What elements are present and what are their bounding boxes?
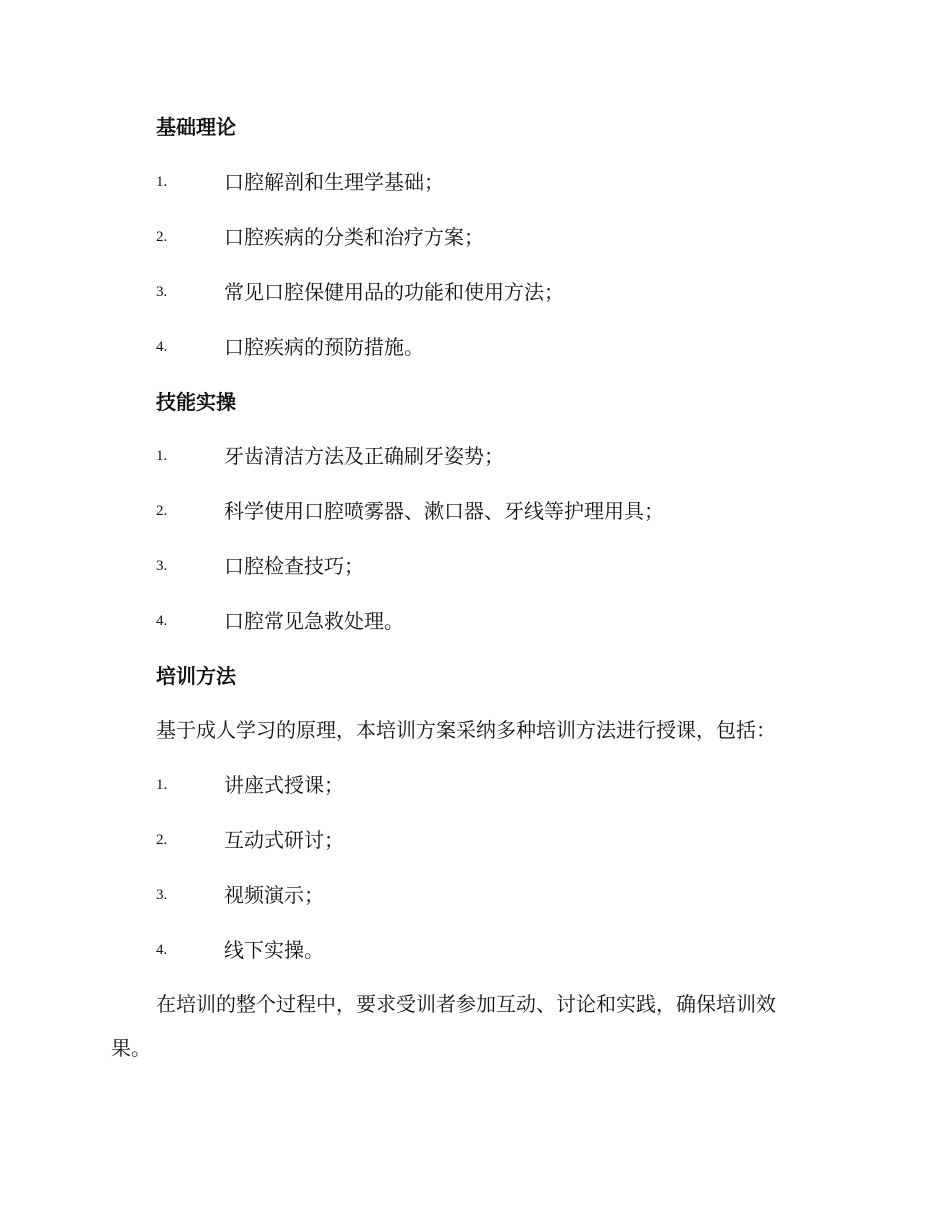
list-item-number: 3. bbox=[156, 887, 168, 903]
list-item-number: 4. bbox=[156, 339, 168, 355]
list-item-text: 口腔解剖和生理学基础； bbox=[224, 170, 444, 194]
list-item-text: 口腔疾病的分类和治疗方案； bbox=[224, 225, 484, 249]
intro-paragraph: 基于成人学习的原理，本培训方案采纳多种培训方法进行授课，包括： bbox=[156, 718, 776, 742]
list-item-number: 3. bbox=[156, 558, 168, 574]
list-item-number: 4. bbox=[156, 613, 168, 629]
list-item-number: 2. bbox=[156, 229, 168, 245]
list-item-number: 2. bbox=[156, 503, 168, 519]
list-item-number: 1. bbox=[156, 777, 168, 793]
list-item-number: 1. bbox=[156, 448, 168, 464]
list-item-number: 1. bbox=[156, 174, 168, 190]
closing-paragraph-line-2: 果。 bbox=[111, 1036, 151, 1060]
list-item-number: 3. bbox=[156, 284, 168, 300]
list-item-text: 口腔常见急救处理。 bbox=[224, 609, 404, 633]
list-item-text: 科学使用口腔喷雾器、漱口器、牙线等护理用具； bbox=[224, 499, 664, 523]
list-item-text: 互动式研讨； bbox=[224, 828, 344, 852]
list-item-text: 常见口腔保健用品的功能和使用方法； bbox=[224, 280, 564, 304]
section-heading-skills-practice: 技能实操 bbox=[156, 390, 236, 414]
list-item-text: 口腔疾病的预防措施。 bbox=[224, 335, 424, 359]
list-item-number: 2. bbox=[156, 832, 168, 848]
list-item-number: 4. bbox=[156, 942, 168, 958]
section-heading-basic-theory: 基础理论 bbox=[156, 115, 236, 139]
list-item-text: 视频演示； bbox=[224, 883, 324, 907]
list-item-text: 讲座式授课； bbox=[224, 773, 344, 797]
list-item-text: 线下实操。 bbox=[224, 938, 324, 962]
list-item-text: 牙齿清洁方法及正确刷牙姿势； bbox=[224, 444, 504, 468]
list-item-text: 口腔检查技巧； bbox=[224, 554, 364, 578]
closing-paragraph-line-1: 在培训的整个过程中，要求受训者参加互动、讨论和实践，确保培训效 bbox=[156, 992, 776, 1016]
section-heading-training-methods: 培训方法 bbox=[156, 664, 236, 688]
